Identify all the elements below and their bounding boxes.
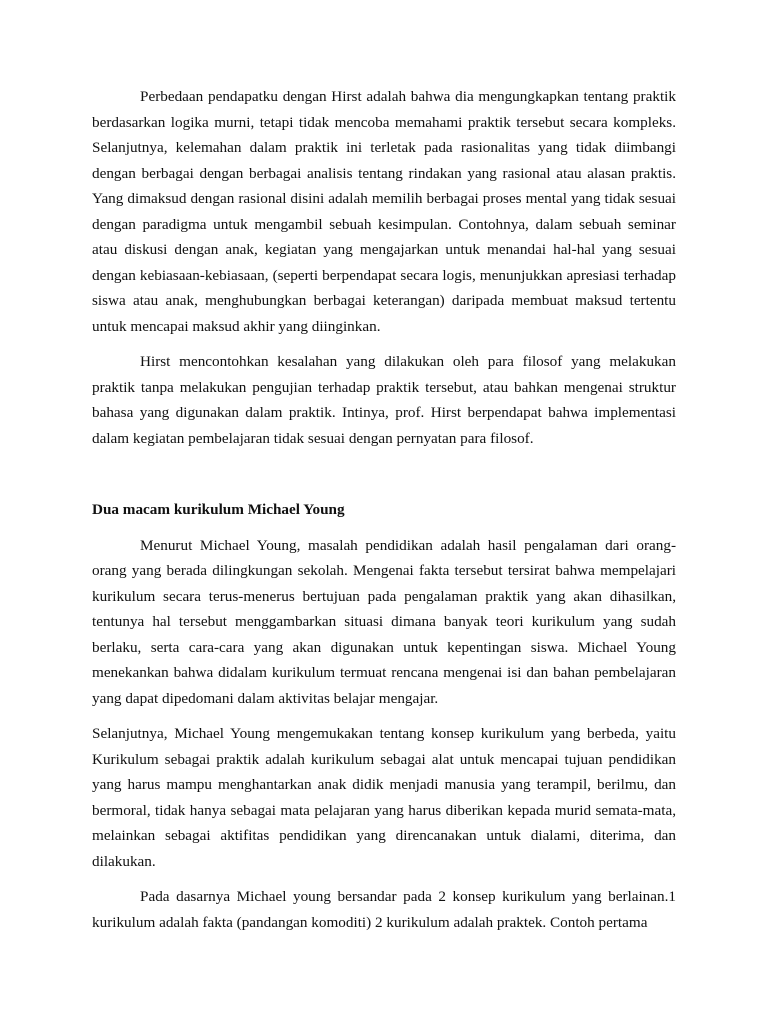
- heading-spacer: [92, 523, 676, 533]
- section-spacer: [92, 451, 676, 497]
- document-page: [92, 84, 676, 935]
- section-heading: Dua macam kurikulum Michael Young: [92, 501, 345, 518]
- paragraph-spacer: [92, 711, 676, 721]
- paragraph-hirst-difference: Perbedaan pendapatku dengan Hirst adalah bahwa dia mengungkapkan tentang praktik berdasarkan logika murni, tetapi tidak mencoba memahami praktik tersebut secara kompleks. Selanjutnya, kelemahan dalam praktik ini terletak pada rasionalitas yang tidak diimbangi dengan berbagai dengan berbagai analisis tentang rindakan yang rasional atau alasan praktis. Yang dimaksud dengan rasional disini adalah memilih berbagai proses mental yang tidak sesuai dengan paradigma untuk mengambil sebuah kesimpulan. Contohnya, dalam sebuah seminar atau diskusi dengan anak, kegiatan yang mengajarkan untuk menandai hal-hal yang sesuai dengan kebiasaan-kebiasaan, (seperti berpendapat secara logis, menunjukkan apresiasi terhadap siswa atau anak, menghubungkan berbagai keterangan) daripada membuat maksud tertentu untuk mencapai maksud akhir yang diinginkan.: [92, 88, 676, 335]
- paragraph-spacer: [92, 339, 676, 349]
- paragraph-young-concept: Selanjutnya, Michael Young mengemukakan tentang konsep kurikulum yang berbeda, yaitu Kurikulum sebagai praktik adalah kurikulum sebagai alat untuk mencapai tujuan pendidikan yang harus mampu menghantarkan anak didik menjadi manusia yang terampil, berilmu, dan bermoral, tidak hanya sebagai mata pelajaran yang harus diberikan kepada murid semata-mata, melainkan sebagai aktifitas pendidikan yang direncanakan untuk dialami, diterima, dan dilakukan.: [92, 725, 676, 870]
- paragraph-young-intro: Menurut Michael Young, masalah pendidikan adalah hasil pengalaman dari orang-orang yang berada dilingkungan sekolah. Mengenai fakta tersebut tersirat bahwa mempelajari kurikulum secara terus-menerus bertujuan pada pengalaman praktik yang akan dihasilkan, tentunya hal tersebut menggambarkan situasi dimana banyak teori kurikulum yang sudah berlaku, serta cara-cara yang akan digunakan untuk kepentingan siswa. Michael Young menekankan bahwa didalam kurikulum termuat rencana mengenai isi dan bahan pembelajaran yang dapat dipedomani dalam aktivitas belajar mengajar.: [92, 536, 676, 707]
- paragraph-spacer: [92, 874, 676, 884]
- paragraph-hirst-example: Hirst mencontohkan kesalahan yang dilakukan oleh para filosof yang melakukan praktik tanpa melakukan pengujian terhadap praktik tersebut, atau bahkan mengenai struktur bahasa yang digunakan dalam praktik. Intinya, prof. Hirst berpendapat bahwa implementasi dalam kegiatan pembelajaran tidak sesuai dengan pernyatan para filosof.: [92, 353, 676, 447]
- paragraph-young-basis: Pada dasarnya Michael young bersandar pada 2 konsep kurikulum yang berlainan.1 kurikulum adalah fakta (pandangan komoditi) 2 kurikulum adalah praktek. Contoh pertama: [92, 888, 676, 931]
